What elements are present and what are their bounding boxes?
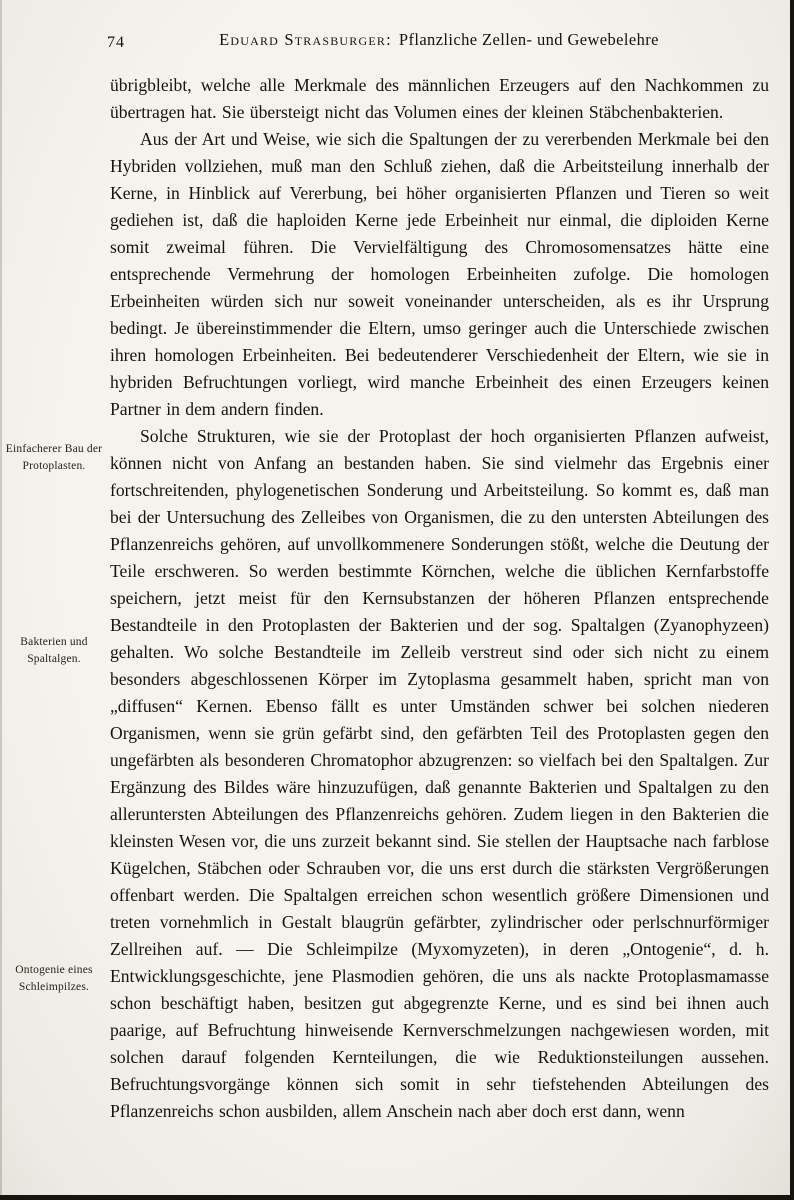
margin-note-bakterien-spaltalgen: Bakterien und Spaltalgen. <box>20 636 88 665</box>
margin-note-einfacherer-bau: Einfacherer Bau der Protoplasten. <box>5 443 103 472</box>
running-title <box>219 30 659 49</box>
paragraph-continuation: übrigbleibt, welche alle Merkmale des männlichen Erzeugers auf den Nachkommen zu übertragen hat. Sie übersteigt nicht das Volumen eines der kleinen Stäbchenbakterien. <box>110 75 769 122</box>
paragraph-vererbung: Aus der Art und Weise, wie sich die Spaltungen der zu vererbenden Merkmale bei den Hybriden vollziehen, muß man den Schluß ziehen, daß die Arbeitsteilung innerhalb der Kerne, in Hinblick auf Vererbung, bei höher organisierten Pflanzen und Tieren so weit gediehen ist, daß die haploiden Kerne jede Erbeinheit nur einmal, die diploiden Kerne somit zweimal führen. Die Vervielfältigung des Chromosomensatzes hätte eine entsprechende Vermehrung der homologen Erbeinheiten zufolge. Die homologen Erbeinheiten würden sich nur soweit voneinander unterscheiden, als es ihr Ursprung bedingt. Je übereinstimmender die Eltern, umso geringer auch die Unterschiede zwischen ihren homologen Erbeinheiten. Bei bedeutenderer Verschiedenheit der Eltern, wie sie in hybriden Befruchtungen vorliegt, wird manche Erbeinheit des einen Erzeugers keinen Partner in dem andern finden. <box>110 129 769 419</box>
page-body <box>110 72 769 1125</box>
page-header <box>107 30 768 51</box>
paragraph-protoplast-strukturen: Solche Strukturen, wie sie der Protoplast der hoch organisierten Pflanzen aufweist, können nicht von Anfang an bestanden haben. Sie sind vielmehr das Ergebnis einer fortschreitenden, phylogenetischen Sonderung und Arbeitsteilung. So kommt es, daß man bei der Untersuchung des Zelleibes von Organismen, die zu den untersten Abteilungen des Pflanzenreichs gehören, auf unvollkommenere Sonderungen stößt, welche die Deutung der Teile erschweren. So werden bestimmte Körnchen, welche die üblichen Kernfarbstoffe speichern, jetzt meist für den Kernsubstanzen der höheren Pflanzen entsprechende Bestandteile in den Protoplasten der Bakterien und der sog. Spaltalgen (Zyanophyzeen) gehalten. Wo solche Bestandteile im Zelleib verstreut sind oder sich nicht zu einem besonders abgeschlossenen Körper im Zytoplasma gesammelt haben, spricht man von „diffusen“ Kernen. Ebenso fällt es unter Umständen schwer bei solchen niederen Organismen, wenn sie grün gefärbt sind, den gefärbten Teil des Protoplasten gegen den ungefärbten als besonderen Chromatophor abzugrenzen: so vielfach bei den Spaltalgen. Zur Ergänzung des Bildes wäre hinzuzufügen, daß genannte Bakterien und Spaltalgen zu den alleruntersten Abteilungen des Pflanzenreichs gehören. Zudem liegen in den Bakterien die kleinsten Wesen vor, die uns zurzeit bekannt sind. Sie stellen der Hauptsache nach farblose Kügelchen, Stäbchen oder Schrauben vor, die uns erst durch die stärksten Vergrößerungen offenbart werden. Die Spaltalgen erreichen schon wesentlich größere Dimensionen und treten vornehmlich in Gestalt blaugrün gefärbter, zylindrischer oder perlschnurförmiger Zellreihen auf. — Die Schleimpilze (Myxomyzeten), in deren „Ontogenie“, d. h. Entwicklungsgeschichte, jene Plasmodien gehören, die uns als nackte Protoplasmamasse schon beschäftigt haben, besitzen gut abgegrenzte Kerne, und es sind bei ihnen auch paarige, auf Befruchtung hinweisende Kernverschmelzungen nachgewiesen worden, mit solchen darauf folgenden Kernteilungen, die wie Reduktionsteilungen aussehen. Befruchtungsvorgänge können sich somit in sehr tiefstehenden Abteilungen des Pflanzenreichs schon ausbilden, allem Anschein nach aber doch erst dann, wenn <box>110 426 769 1121</box>
page-number: 74 <box>107 34 125 51</box>
running-title-text: Pflanzliche Zellen- und Gewebelehre <box>398 30 659 49</box>
running-title-author: Eduard Strasburger: <box>219 30 392 49</box>
margin-note-ontogenie-schleimpilz: Ontogenie eines Schleimpilzes. <box>15 964 93 993</box>
